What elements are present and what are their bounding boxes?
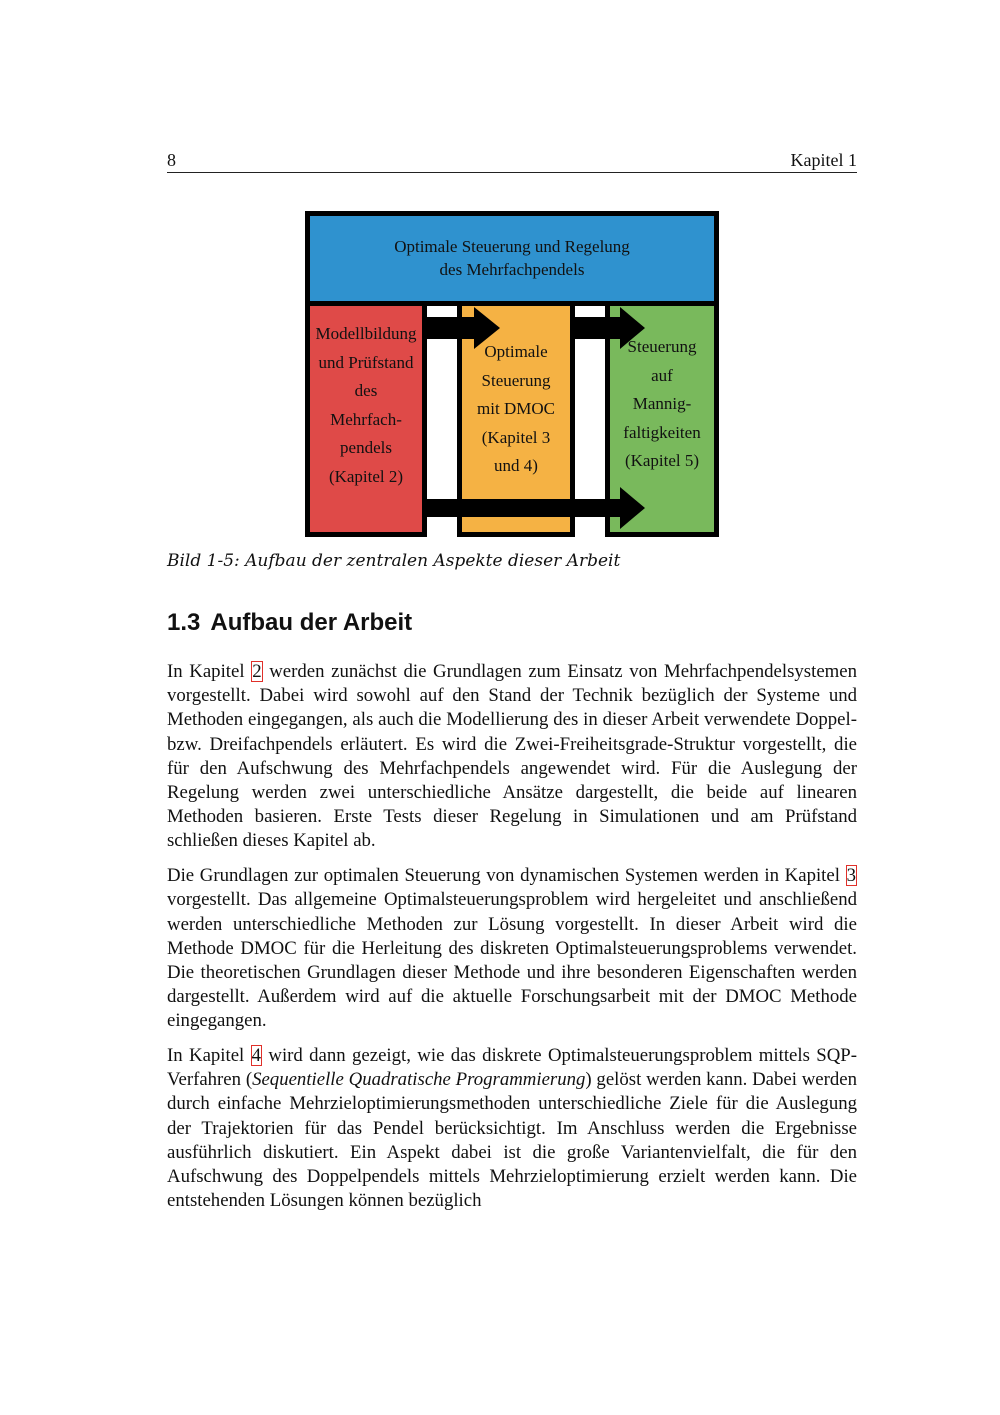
box-line: des Mehrfachpendels — [439, 260, 585, 279]
text-run: vorgestellt. Das allgemeine Optimalsteuerungsproblem wird hergeleitet und anschließend werden unterschiedliche Methoden zur Lösung vorgestellt. In dieser Arbeit wird die Methode DMOC für die Herleitung des diskreten Optimalsteuerungsproblems verwendet. Die theoretischen Grundlagen dieser Methode und ihre besonderen Eigenschaften werden dargestellt. Außerdem wird auf die aktuelle Forschungsarbeit mit der DMOC Methode eingegangen. — [167, 889, 857, 1032]
box-line: pendels — [340, 438, 392, 457]
box-line: (Kapitel 2) — [328, 466, 404, 486]
box-line: Steuerung — [481, 370, 551, 390]
box-line: und Prüfstand — [318, 352, 414, 372]
box-line: Mannig- — [632, 394, 692, 413]
paragraph — [167, 1044, 857, 1213]
box-line: (Kapitel 3 — [481, 427, 551, 447]
box-line: des — [354, 381, 378, 400]
text-run: ) gelöst werden kann. Dabei werden durch einfache Mehrzieloptimierungsmethoden unterschiedliche Ziele für die Auslegung der Trajektorien für das Pendel berücksichtigt. Im Anschluss werden die Ergebnisse ausführlich diskutiert. Ein Aspekt dabei ist die große Variantenvielfalt, die für den Aufschwung des Doppelpendels mittels Mehrzieloptimierung erzielt werden kann. Die entstehenden Lösungen können bezüglich — [167, 1069, 858, 1212]
paragraph — [167, 660, 857, 854]
text-run: In Kapitel — [167, 661, 252, 682]
chapter-link[interactable]: 4 — [251, 1045, 262, 1067]
text-run: Die Grundlagen zur optimalen Steuerung von dynamischen Systemen werden in Kapitel — [167, 865, 846, 887]
box-line: mit DMOC — [477, 399, 555, 418]
text-run: wird dann gezeigt, wie das diskrete Optimalsteuerungsproblem mittels SQP-Verfahren ( — [167, 1045, 857, 1091]
chapter-link[interactable]: 3 — [846, 865, 856, 887]
running-chapter-title: Kapitel 1 — [790, 150, 857, 170]
structure-diagram — [305, 211, 719, 537]
section-heading — [167, 609, 412, 637]
arrow-orange-to-green — [570, 307, 645, 349]
box-line: und 4) — [494, 456, 538, 475]
box-line: (Kapitel 5) — [624, 451, 700, 470]
box-line: Optimale Steuerung und Regelung — [394, 237, 630, 256]
section-title: Aufbau der Arbeit — [210, 609, 413, 636]
text-run: In Kapitel — [167, 1045, 251, 1067]
paragraph — [167, 864, 857, 1033]
arrow-red-to-green — [422, 487, 645, 529]
page-number: 8 — [167, 150, 176, 170]
body-text — [167, 660, 857, 1224]
box-line: Optimale — [484, 342, 548, 361]
box-line: auf — [651, 365, 673, 385]
chapter-link[interactable]: 2 — [252, 661, 262, 682]
section-number: 1.3 — [167, 609, 201, 636]
box-line: Modellbildung — [315, 324, 417, 343]
text-run: werden zunächst die Grundlagen zum Einsatz von Mehrfachpendelsystemen vorgestellt. Dabei wird sowohl auf den Stand der Technik bezüglich der Systeme und Methoden eingegangen, als auch die Modellierung des in dieser Arbeit verwendete Doppel- bzw. Dreifachpendels erläutert. Es wird die Zwei-Freiheitsgrade-Struktur vorgestellt, die für den Aufschwung des Mehrfachpendels angewendet wird. Für die Auslegung der Regelung werden zwei unterschiedliche Ansätze dargestellt, die beide auf linearen Methoden basieren. Erste Tests dieser Regelung in Simulationen und am Prüfstand schließen dieses Kapitel ab. — [167, 661, 857, 852]
arrow-red-to-orange — [422, 307, 500, 349]
box-line: faltigkeiten — [623, 422, 701, 442]
page-header — [167, 148, 857, 173]
emphasized-term: Sequentielle Quadratische Programmierung — [252, 1069, 586, 1091]
box-line: Mehrfach- — [330, 409, 402, 429]
box-line: Steuerung — [627, 337, 697, 356]
figure-caption: Bild 1-5: Aufbau der zentralen Aspekte dieser Arbeit — [167, 551, 621, 571]
diagram-arrows — [305, 211, 719, 537]
